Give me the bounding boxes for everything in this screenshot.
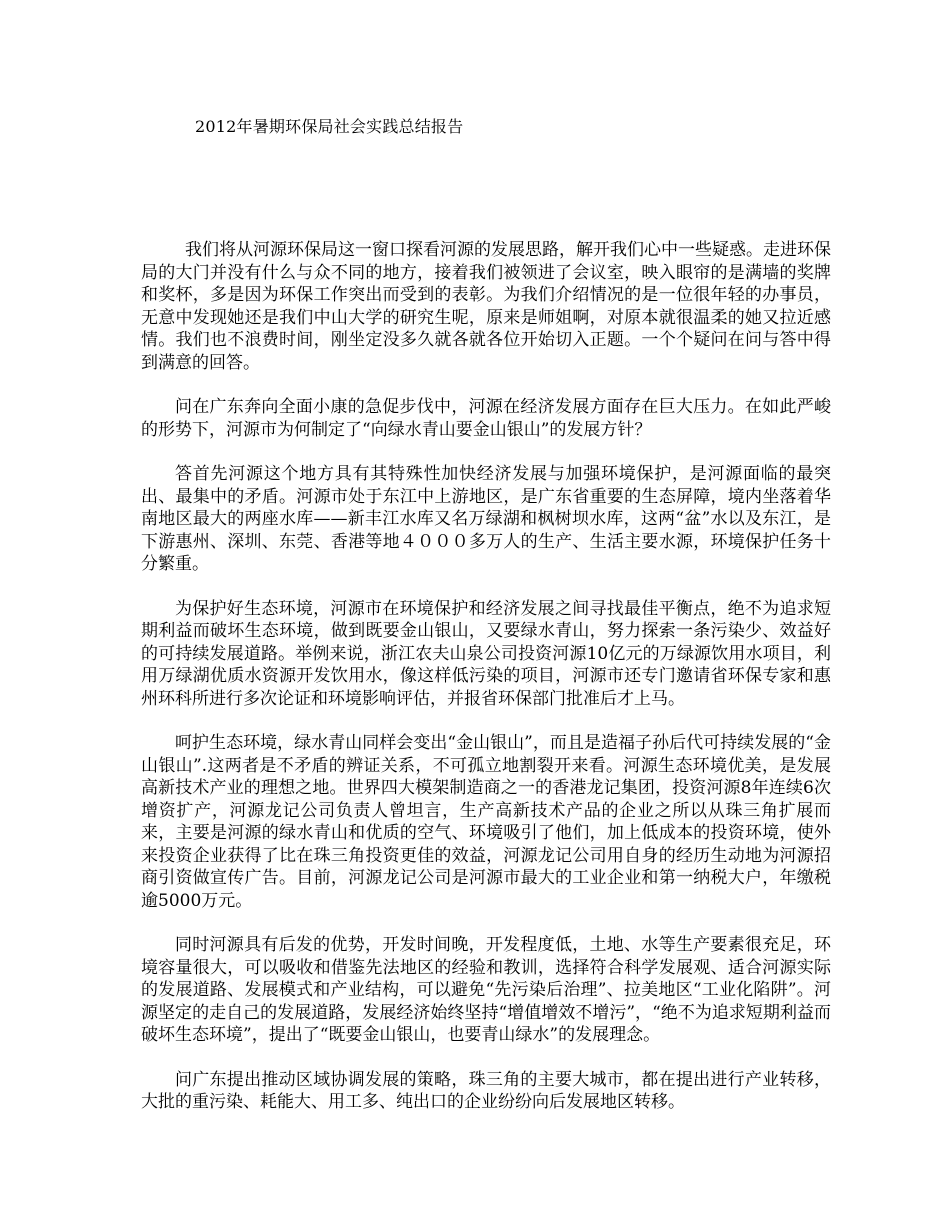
document-title: 2012年暑期环保局社会实践总结报告 xyxy=(195,117,464,136)
paragraph-question-1: 问在广东奔向全面小康的急促步伐中，河源在经济发展方面存在巨大压力。在如此严峻的形势下，河源市为何制定了“向绿水青山要金山银山”的发展方针？ xyxy=(141,397,831,440)
document-body xyxy=(141,239,831,1136)
paragraph-answer-1: 答首先河源这个地方具有其特殊性加快经济发展与加强环境保护，是河源面临的最突出、最集中的矛盾。河源市处于东江中上游地区，是广东省重要的生态屏障，境内坐落着华南地区最大的两座水库——新丰江水库又名万绿湖和枫树坝水库，这两“盆”水以及东江，是下游惠州、深圳、东莞、香港等地４０００多万人的生产、生活主要水源，环境保护任务十分繁重。 xyxy=(141,464,831,574)
paragraph-ecology: 呵护生态环境，绿水青山同样会变出“金山银山”，而且是造福子孙后代可持续发展的“金山银山”.这两者是不矛盾的辨证关系，不可孤立地割裂开来看。河源生态环境优美，是发展高新技术产业的理想之地。世界四大模架制造商之一的香港龙记集团，投资河源8年连续6次增资扩产，河源龙记公司负责人曾坦言，生产高新技术产品的企业之所以从珠三角扩展而来，主要是河源的绿水青山和优质的空气、环境吸引了他们，加上低成本的投资环境，使外来投资企业获得了比在珠三角投资更佳的效益，河源龙记公司用自身的经历生动地为河源招商引资做宣传广告。目前，河源龙记公司是河源市最大的工业企业和第一纳税大户，年缴税逾5000万元。 xyxy=(141,733,831,911)
paragraph-balance: 为保护好生态环境，河源市在环境保护和经济发展之间寻找最佳平衡点，绝不为追求短期利益而破坏生态环境，做到既要金山银山，又要绿水青山，努力探索一条污染少、效益好的可持续发展道路。举例来说，浙江农夫山泉公司投资河源10亿元的万绿源饮用水项目，利用万绿湖优质水资源开发饮用水，像这样低污染的项目，河源市还专门邀请省环保专家和惠州环科所进行多次论证和环境影响评估，并报省环保部门批准后才上马。 xyxy=(141,598,831,709)
paragraph-question-2: 问广东提出推动区域协调发展的策略，珠三角的主要大城市，都在提出进行产业转移，大批的重污染、耗能大、用工多、纯出口的企业纷纷向后发展地区转移。 xyxy=(141,1069,831,1112)
paragraph-advantage: 同时河源具有后发的优势，开发时间晚，开发程度低，土地、水等生产要素很充足，环境容量很大，可以吸收和借鉴先法地区的经验和教训，选择符合科学发展观、适合河源实际的发展道路、发展模式和产业结构，可以避免“先污染后治理”、拉美地区“工业化陷阱”。河源坚定的走自己的发展道路，发展经济始终坚持“增值增效不增污”，“绝不为追求短期利益而破坏生态环境”，提出了“既要金山银山，也要青山绿水”的发展理念。 xyxy=(141,935,831,1045)
paragraph-intro: 我们将从河源环保局这一窗口探看河源的发展思路，解开我们心中一些疑惑。走进环保局的大门并没有什么与众不同的地方，接着我们被领进了会议室，映入眼帘的是满墙的奖牌和奖杯，多是因为环保工作突出而受到的表彰。为我们介绍情况的是一位很年轻的办事员，无意中发现她还是我们中山大学的研究生呢，原来是师姐啊，对原本就很温柔的她又拉近感情。我们也不浪费时间，刚坐定没多久就各就各位开始切入正题。一个个疑问在问与答中得到满意的回答。 xyxy=(141,240,831,373)
